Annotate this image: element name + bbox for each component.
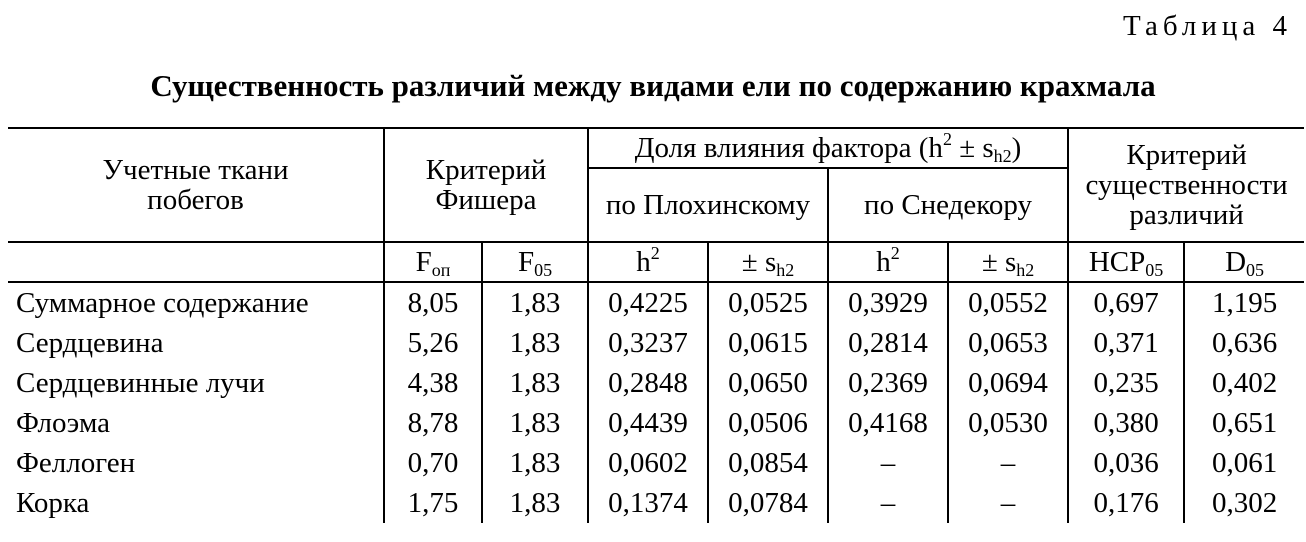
cell-d05: 0,651 — [1184, 403, 1304, 443]
cell-d05: 0,402 — [1184, 363, 1304, 403]
cell-pl-s: 0,0784 — [708, 483, 828, 523]
table-row — [8, 443, 1304, 483]
cell-pl-h2: 0,1374 — [588, 483, 708, 523]
cell-pl-h2: 0,4439 — [588, 403, 708, 443]
header-plokhinsky: по Плохинскому — [588, 168, 828, 242]
cell-f-op: 4,38 — [384, 363, 482, 403]
cell-sn-h2: 0,4168 — [828, 403, 948, 443]
header-factor-share: Доля влияния фактора $(h^2 \pm s_{h2})$ — [588, 128, 1068, 168]
header-sn-h2: $h^2$ — [828, 242, 948, 282]
cell-hcp: 0,697 — [1068, 282, 1184, 323]
cell-sn-s: 0,0694 — [948, 363, 1068, 403]
cell-hcp: 0,235 — [1068, 363, 1184, 403]
cell-name: Флоэма — [16, 407, 111, 439]
header-empty — [8, 242, 384, 282]
cell-f-op: 5,26 — [384, 323, 482, 363]
table-row — [8, 483, 1304, 523]
cell-name: Суммарное содержание — [16, 287, 309, 319]
cell-f-05: 1,83 — [482, 403, 588, 443]
cell-sn-h2: – — [828, 443, 948, 483]
header-snedecor: по Снедекору — [828, 168, 1068, 242]
cell-f-05: 1,83 — [482, 443, 588, 483]
cell-sn-s: – — [948, 483, 1068, 523]
cell-hcp: 0,036 — [1068, 443, 1184, 483]
cell-f-op: 8,05 — [384, 282, 482, 323]
header-f-op: $F_{оп}$ — [384, 242, 482, 282]
cell-f-05: 1,83 — [482, 483, 588, 523]
header-d05: $D_{05}$ — [1184, 242, 1304, 282]
cell-pl-s: 0,0506 — [708, 403, 828, 443]
cell-sn-h2: 0,3929 — [828, 282, 948, 323]
header-fisher: Критерий Фишера — [384, 128, 588, 242]
cell-name: Корка — [16, 487, 90, 519]
cell-d05: 1,195 — [1184, 282, 1304, 323]
table-number: Таблица 4 — [1122, 10, 1292, 42]
cell-f-op: 8,78 — [384, 403, 482, 443]
cell-f-op: 0,70 — [384, 443, 482, 483]
cell-pl-s: 0,0650 — [708, 363, 828, 403]
cell-pl-s: 0,0854 — [708, 443, 828, 483]
cell-pl-h2: 0,2848 — [588, 363, 708, 403]
header-pl-h2: $h^2$ — [588, 242, 708, 282]
cell-sn-s: – — [948, 443, 1068, 483]
header-significance: Критерий существенности различий — [1068, 128, 1304, 242]
cell-d05: 0,061 — [1184, 443, 1304, 483]
cell-f-05: 1,83 — [482, 363, 588, 403]
cell-f-op: 1,75 — [384, 483, 482, 523]
cell-name: Феллоген — [16, 447, 136, 479]
cell-f-05: 1,83 — [482, 282, 588, 323]
table-row — [8, 282, 1304, 323]
header-f-05: $F_{05}$ — [482, 242, 588, 282]
cell-d05: 0,636 — [1184, 323, 1304, 363]
cell-sn-s: 0,0552 — [948, 282, 1068, 323]
header-tissues: Учетные ткани побегов — [8, 128, 384, 242]
header-pl-sh2: ± $s_{h2}$ — [708, 242, 828, 282]
cell-pl-h2: 0,3237 — [588, 323, 708, 363]
cell-name: Сердцевинные лучи — [16, 367, 265, 399]
cell-sn-s: 0,0653 — [948, 323, 1068, 363]
cell-hcp: 0,176 — [1068, 483, 1184, 523]
cell-pl-s: 0,0525 — [708, 282, 828, 323]
table-row — [8, 323, 1304, 363]
cell-sn-h2: – — [828, 483, 948, 523]
table-title: Существенность различий между видами ели по содержанию крахмала — [150, 68, 1156, 103]
cell-pl-s: 0,0615 — [708, 323, 828, 363]
cell-pl-h2: 0,0602 — [588, 443, 708, 483]
cell-pl-h2: 0,4225 — [588, 282, 708, 323]
cell-sn-h2: 0,2369 — [828, 363, 948, 403]
cell-hcp: 0,371 — [1068, 323, 1184, 363]
cell-sn-s: 0,0530 — [948, 403, 1068, 443]
cell-hcp: 0,380 — [1068, 403, 1184, 443]
header-sn-sh2: ± $s_{h2}$ — [948, 242, 1068, 282]
table-row — [8, 403, 1304, 443]
data-table — [8, 127, 1304, 523]
cell-f-05: 1,83 — [482, 323, 588, 363]
header-hcp05: $НСР_{05}$ — [1068, 242, 1184, 282]
cell-sn-h2: 0,2814 — [828, 323, 948, 363]
cell-name: Сердцевина — [16, 327, 164, 359]
table-row — [8, 363, 1304, 403]
cell-d05: 0,302 — [1184, 483, 1304, 523]
